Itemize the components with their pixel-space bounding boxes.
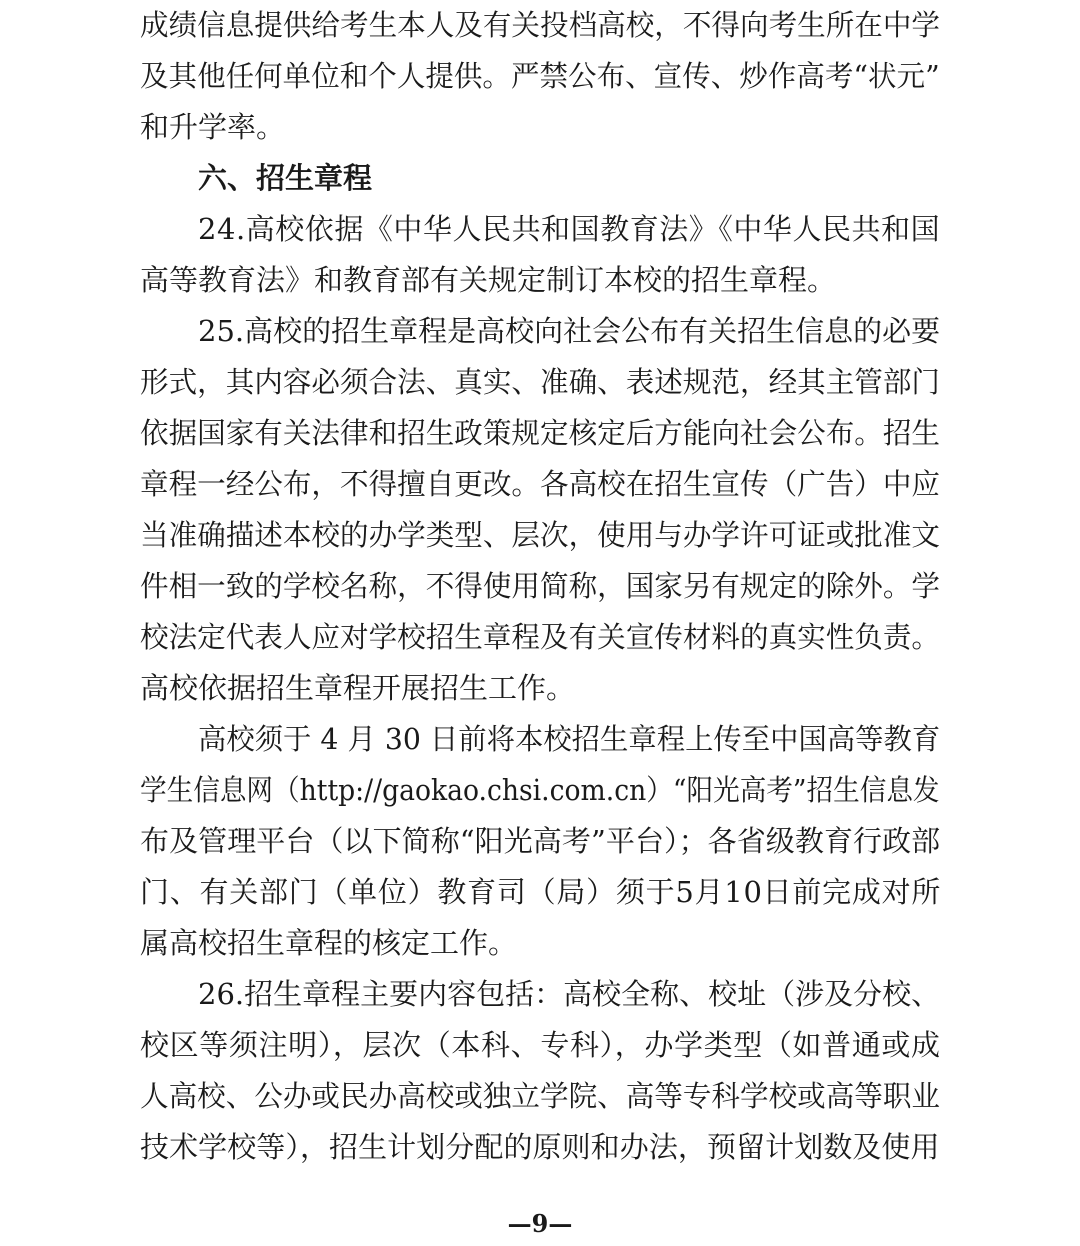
- text-line: 25.高校的招生章程是高校向社会公布有关招生信息的必要: [198, 314, 941, 348]
- text-line: 成绩信息提供给考生本人及有关投档高校，不得向考生所在中学: [140, 8, 941, 42]
- text-line: 高校依据招生章程开展招生工作。: [140, 671, 576, 705]
- text-line: 布及管理平台（以下简称“阳光高考”平台）；各省级教育行政部: [140, 824, 941, 858]
- text-line: 24.高校依据《中华人民共和国教育法》《中华人民共和国: [198, 212, 941, 246]
- text-line: 技术学校等），招生计划分配的原则和办法，预留计划数及使用: [140, 1130, 940, 1164]
- text-line: 属高校招生章程的核定工作。: [140, 926, 518, 960]
- text-line: 件相一致的学校名称，不得使用简称，国家另有规定的除外。学: [140, 569, 941, 603]
- text-line: 26.招生章程主要内容包括：高校全称、校址（涉及分校、: [198, 977, 941, 1011]
- text-line: 章程一经公布，不得擅自更改。各高校在招生宣传（广告）中应: [140, 467, 941, 501]
- text-line: 及其他任何单位和个人提供。严禁公布、宣传、炒作高考“状元”: [140, 59, 940, 93]
- text-line: 学生信息网（http://gaokao.chsi.com.cn）“阳光高考”招生信息发: [140, 773, 940, 807]
- text-line: 当准确描述本校的办学类型、层次，使用与办学许可证或批准文: [140, 518, 941, 552]
- text-line: 形式，其内容必须合法、真实、准确、表述规范，经其主管部门: [140, 365, 941, 399]
- page-number: —9—: [507, 1209, 573, 1238]
- text-line: 校法定代表人应对学校招生章程及有关宣传材料的真实性负责。: [140, 620, 941, 654]
- text-line: 和升学率。: [140, 110, 286, 144]
- text-line: 依据国家有关法律和招生政策规定核定后方能向社会公布。招生: [140, 416, 941, 450]
- text-line: 高校须于 4 月 30 日前将本校招生章程上传至中国高等教育: [198, 722, 941, 756]
- text-line: 门、有关部门（单位）教育司（局）须于5月10日前完成对所: [140, 875, 942, 909]
- text-line: 人高校、公办或民办高校或独立学院、高等专科学校或高等职业: [140, 1079, 941, 1113]
- text-line: 校区等须注明），层次（本科、专科），办学类型（如普通或成: [140, 1028, 941, 1062]
- section-heading: 六、招生章程: [198, 161, 373, 195]
- text-line: 高等教育法》和教育部有关规定制订本校的招生章程。: [140, 263, 837, 297]
